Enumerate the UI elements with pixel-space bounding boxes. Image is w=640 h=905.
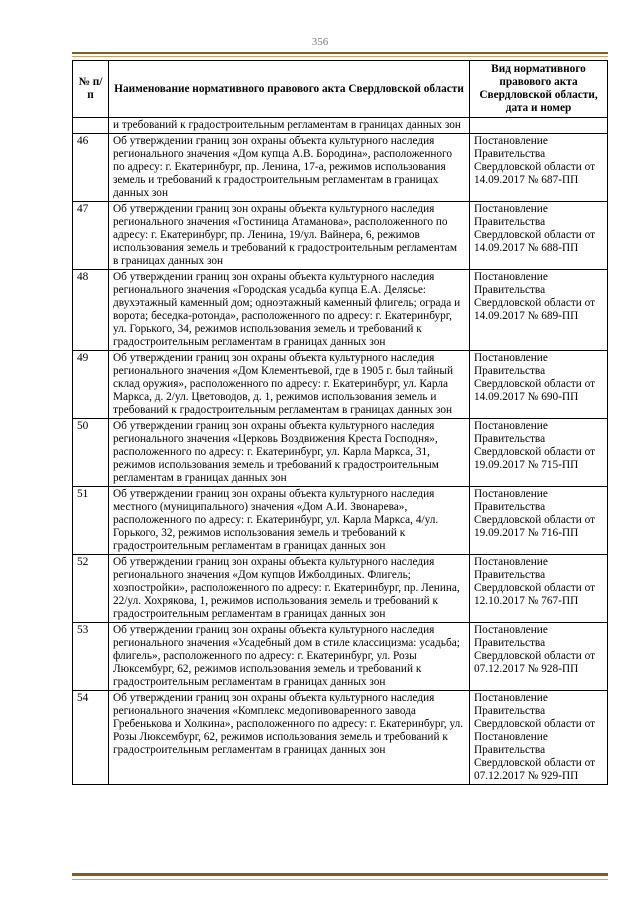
row-num: 53 <box>73 623 109 691</box>
row-num: 52 <box>73 555 109 623</box>
row-kind: Постановление Правительства Свердловской области от 14.09.2017 № 688-ПП <box>470 202 608 270</box>
row-num: 54 <box>73 691 109 785</box>
row-name: Об утверждении границ зон охраны объекта культурного наследия регионального значения «Дом купцов Ижболдиных. Флигель; хозпостройки», расположенного по адресу: г. Екатеринбург, пр. Ленина, 22/ул. Хохрякова, 1, режимов использования земель и требований к градостроительным регламентам в границах данных зон <box>109 555 470 623</box>
footer-rule-thin <box>72 879 608 880</box>
header-rule <box>72 52 608 54</box>
row-kind: Постановление Правительства Свердловской области от 07.12.2017 № 928-ПП <box>470 623 608 691</box>
header-name: Наименование нормативного правового акта Свердловской области <box>109 61 470 118</box>
table-row <box>73 134 608 202</box>
row-kind <box>470 118 608 134</box>
row-name: Об утверждении границ зон охраны объекта культурного наследия регионального значения «Городская усадьба купца Е.А. Делясье: двухэтажный каменный дом; одноэтажный каменный флигель; ограда и ворота; беседка-ротонда», расположенного по адресу: г. Екатеринбург, ул. Горького, 34, режимов использования земель и требований к градостроительным регламентам в границах данных зон <box>109 270 470 351</box>
row-kind: Постановление Правительства Свердловской области от 12.10.2017 № 767-ПП <box>470 555 608 623</box>
row-num: 50 <box>73 419 109 487</box>
row-name: Об утверждении границ зон охраны объекта культурного наследия регионального значения «Гостиница Атаманова», расположенного по адресу: г. Екатеринбург, пр. Ленина, 19/ул. Вайнера, 6, режимов использования земель и требований к градостроительным регламентам в границах данных зон <box>109 202 470 270</box>
footer-rule <box>72 873 608 876</box>
table-row <box>73 623 608 691</box>
table-row <box>73 419 608 487</box>
row-name: Об утверждении границ зон охраны объекта культурного наследия местного (муниципального) значения «Дом А.И. Звонарева», расположенного по адресу: г. Екатеринбург, ул. Карла Маркса, 4/ул. Горького, 32, режимов использования земель и требований к градостроительным регламентам в границах данных зон <box>109 487 470 555</box>
row-name: Об утверждении границ зон охраны объекта культурного наследия регионального значения «Дом Клементьевой, где в 1905 г. был тайный склад оружия», расположенного по адресу: г. Екатеринбург, ул. Карла Маркса, д. 2/ул. Цветоводов, д. 1, режимов использования земель и требований к градостроительным регламентам в границах данных зон <box>109 351 470 419</box>
row-num: 48 <box>73 270 109 351</box>
row-kind: Постановление Правительства Свердловской области от 19.09.2017 № 716-ПП <box>470 487 608 555</box>
row-num: 51 <box>73 487 109 555</box>
row-name: Об утверждении границ зон охраны объекта культурного наследия регионального значения «Усадебный дом в стиле классицизма: усадьба; флигель», расположенного по адресу: г. Екатеринбург, ул. Розы Люксембург, 62, режимов использования земель и требований к градостроительным регламентам в границах данных зон <box>109 623 470 691</box>
header-kind: Вид нормативного правового акта Свердловской области, дата и номер <box>470 61 608 118</box>
row-name: и требований к градостроительным регламентам в границах данных зон <box>109 118 470 134</box>
row-num <box>73 118 109 134</box>
header-num: № п/п <box>73 61 109 118</box>
table-row <box>73 487 608 555</box>
table-row <box>73 270 608 351</box>
row-name: Об утверждении границ зон охраны объекта культурного наследия регионального значения «Дом купца А.В. Бородина», расположенного по адресу: г. Екатеринбург, пр. Ленина, 17-а, режимов использования земель и требований к градостроительным регламентам в границах данных зон <box>109 134 470 202</box>
row-kind: Постановление Правительства Свердловской области от 14.09.2017 № 687-ПП <box>470 134 608 202</box>
table-row <box>73 351 608 419</box>
continuation-row <box>73 118 608 134</box>
row-kind: Постановление Правительства Свердловской области от 14.09.2017 № 690-ПП <box>470 351 608 419</box>
row-kind: Постановление Правительства Свердловской области от 19.09.2017 № 715-ПП <box>470 419 608 487</box>
row-kind: Постановление Правительства Свердловской области от 14.09.2017 № 689-ПП <box>470 270 608 351</box>
table-row <box>73 202 608 270</box>
row-num: 47 <box>73 202 109 270</box>
row-name: Об утверждении границ зон охраны объекта культурного наследия регионального значения «Комплекс медопивоваренного завода Гребенькова и Холкина», расположенного по адресу: г. Екатеринбург, ул. Розы Люксембург, 62, режимов использования земель и требований к градостроительным регламентам в границах данных зон <box>109 691 470 785</box>
row-num: 49 <box>73 351 109 419</box>
legal-acts-table <box>72 60 608 785</box>
row-name: Об утверждении границ зон охраны объекта культурного наследия регионального значения «Церковь Воздвижения Креста Господня», расположенного по адресу: г. Екатеринбург, ул. Карла Маркса, 31, режимов использования земель и требований к градостроительным регламентам в границах данных зон <box>109 419 470 487</box>
header-rule-thin <box>72 56 608 57</box>
table-row <box>73 691 608 785</box>
page-number: 356 <box>311 36 329 48</box>
table-header-row <box>73 61 608 118</box>
row-kind: Постановление Правительства Свердловской области от Постановление Правительства Свердловской области от 07.12.2017 № 929-ПП <box>470 691 608 785</box>
table-row <box>73 555 608 623</box>
row-num: 46 <box>73 134 109 202</box>
